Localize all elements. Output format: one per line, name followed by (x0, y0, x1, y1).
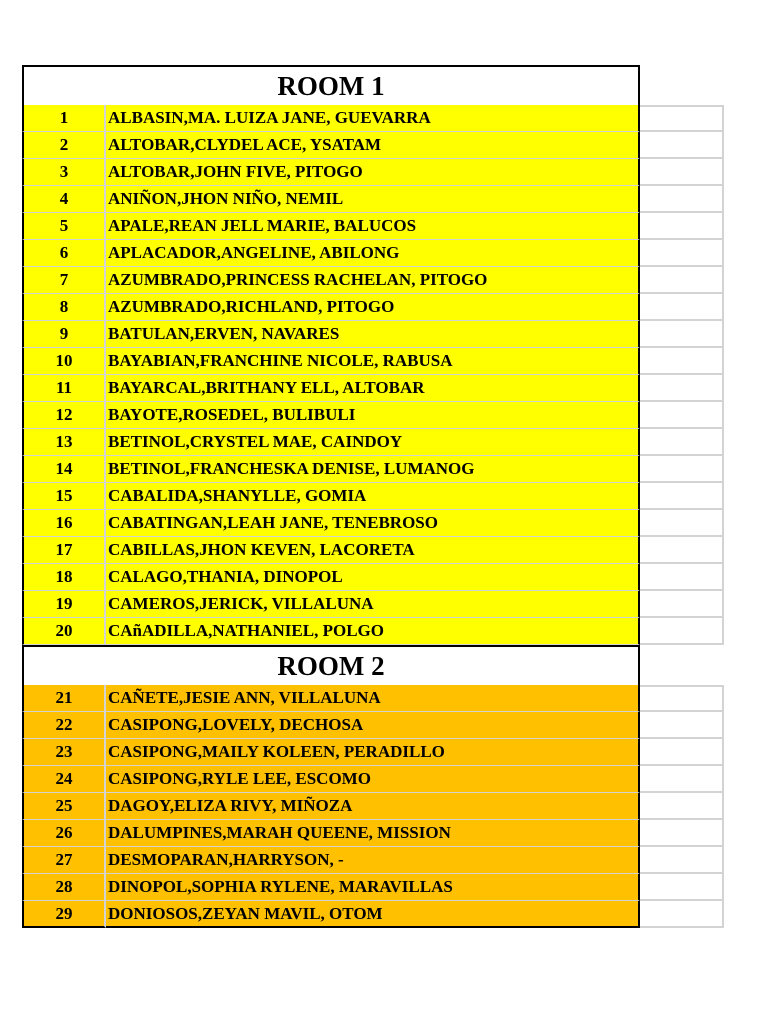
student-name[interactable]: APLACADOR,ANGELINE, ABILONG (106, 240, 640, 267)
row-number[interactable]: 19 (22, 591, 106, 618)
student-name[interactable]: AZUMBRADO,PRINCESS RACHELAN, PITOGO (106, 267, 640, 294)
empty-cell[interactable] (640, 186, 724, 213)
row-number[interactable]: 4 (22, 186, 106, 213)
row-number[interactable]: 17 (22, 537, 106, 564)
table-row (22, 294, 726, 321)
empty-cell[interactable] (640, 105, 724, 132)
student-name[interactable]: CABALIDA,SHANYLLE, GOMIA (106, 483, 640, 510)
row-number[interactable]: 27 (22, 847, 106, 874)
empty-cell[interactable] (640, 213, 724, 240)
student-name[interactable]: APALE,REAN JELL MARIE, BALUCOS (106, 213, 640, 240)
student-name[interactable]: BAYOTE,ROSEDEL, BULIBULI (106, 402, 640, 429)
student-name[interactable]: BAYABIAN,FRANCHINE NICOLE, RABUSA (106, 348, 640, 375)
empty-header-cell (640, 65, 726, 105)
empty-cell[interactable] (640, 348, 724, 375)
table-row (22, 793, 726, 820)
table-row (22, 105, 726, 132)
student-name[interactable]: BETINOL,CRYSTEL MAE, CAINDOY (106, 429, 640, 456)
student-name[interactable]: CAMEROS,JERICK, VILLALUNA (106, 591, 640, 618)
room-2-title[interactable]: ROOM 2 (22, 645, 640, 685)
room-1-table (22, 105, 726, 645)
empty-cell[interactable] (640, 483, 724, 510)
student-name[interactable]: AZUMBRADO,RICHLAND, PITOGO (106, 294, 640, 321)
student-name[interactable]: ANIÑON,JHON NIÑO, NEMIL (106, 186, 640, 213)
empty-header-cell (640, 645, 726, 685)
row-number[interactable]: 6 (22, 240, 106, 267)
table-row (22, 429, 726, 456)
student-name[interactable]: DONIOSOS,ZEYAN MAVIL, OTOM (106, 901, 640, 928)
row-number[interactable]: 20 (22, 618, 106, 645)
table-row (22, 874, 726, 901)
student-name[interactable]: CABATINGAN,LEAH JANE, TENEBROSO (106, 510, 640, 537)
room-1-title[interactable]: ROOM 1 (22, 65, 640, 105)
table-row (22, 739, 726, 766)
row-number[interactable]: 29 (22, 901, 106, 928)
empty-cell[interactable] (640, 267, 724, 294)
table-row (22, 240, 726, 267)
row-number[interactable]: 12 (22, 402, 106, 429)
row-number[interactable]: 24 (22, 766, 106, 793)
row-number[interactable]: 13 (22, 429, 106, 456)
student-name[interactable]: DALUMPINES,MARAH QUEENE, MISSION (106, 820, 640, 847)
table-row (22, 685, 726, 712)
room-2-header (22, 645, 726, 685)
student-name[interactable]: CABILLAS,JHON KEVEN, LACORETA (106, 537, 640, 564)
empty-cell[interactable] (640, 537, 724, 564)
student-name[interactable]: CAÑETE,JESIE ANN, VILLALUNA (106, 685, 640, 712)
table-row (22, 901, 726, 928)
empty-cell[interactable] (640, 456, 724, 483)
row-number[interactable]: 26 (22, 820, 106, 847)
table-row (22, 375, 726, 402)
student-name[interactable]: BETINOL,FRANCHESKA DENISE, LUMANOG (106, 456, 640, 483)
table-row (22, 132, 726, 159)
table-row (22, 564, 726, 591)
empty-cell[interactable] (640, 294, 724, 321)
row-number[interactable]: 18 (22, 564, 106, 591)
empty-cell[interactable] (640, 901, 724, 928)
student-name[interactable]: BATULAN,ERVEN, NAVARES (106, 321, 640, 348)
row-number[interactable]: 8 (22, 294, 106, 321)
row-number[interactable]: 9 (22, 321, 106, 348)
empty-cell[interactable] (640, 712, 724, 739)
row-number[interactable]: 22 (22, 712, 106, 739)
table-row (22, 456, 726, 483)
table-row (22, 402, 726, 429)
table-row (22, 159, 726, 186)
empty-cell[interactable] (640, 685, 724, 712)
empty-cell[interactable] (640, 402, 724, 429)
row-number[interactable]: 1 (22, 105, 106, 132)
empty-cell[interactable] (640, 321, 724, 348)
table-row (22, 213, 726, 240)
empty-cell[interactable] (640, 429, 724, 456)
room-2-table (22, 685, 726, 928)
student-name[interactable]: CASIPONG,LOVELY, DECHOSA (106, 712, 640, 739)
table-row (22, 267, 726, 294)
row-number[interactable]: 23 (22, 739, 106, 766)
room-1-header (22, 65, 726, 105)
empty-cell[interactable] (640, 847, 724, 874)
student-name[interactable]: ALTOBAR,CLYDEL ACE, YSATAM (106, 132, 640, 159)
empty-cell[interactable] (640, 375, 724, 402)
empty-cell[interactable] (640, 159, 724, 186)
table-row (22, 348, 726, 375)
empty-cell[interactable] (640, 793, 724, 820)
row-number[interactable]: 21 (22, 685, 106, 712)
empty-cell[interactable] (640, 739, 724, 766)
table-row (22, 510, 726, 537)
row-number[interactable]: 10 (22, 348, 106, 375)
empty-cell[interactable] (640, 591, 724, 618)
row-number[interactable]: 7 (22, 267, 106, 294)
row-number[interactable]: 28 (22, 874, 106, 901)
table-row (22, 712, 726, 739)
empty-cell[interactable] (640, 618, 724, 645)
table-row (22, 186, 726, 213)
empty-cell[interactable] (640, 820, 724, 847)
row-number[interactable]: 25 (22, 793, 106, 820)
empty-cell[interactable] (640, 564, 724, 591)
empty-cell[interactable] (640, 132, 724, 159)
table-row (22, 537, 726, 564)
table-row (22, 766, 726, 793)
student-name[interactable]: BAYARCAL,BRITHANY ELL, ALTOBAR (106, 375, 640, 402)
row-number[interactable]: 2 (22, 132, 106, 159)
student-name[interactable]: ALTOBAR,JOHN FIVE, PITOGO (106, 159, 640, 186)
row-number[interactable]: 15 (22, 483, 106, 510)
student-name[interactable]: DINOPOL,SOPHIA RYLENE, MARAVILLAS (106, 874, 640, 901)
table-row (22, 591, 726, 618)
student-name[interactable]: CASIPONG,MAILY KOLEEN, PERADILLO (106, 739, 640, 766)
student-name[interactable]: CAñADILLA,NATHANIEL, POLGO (106, 618, 640, 645)
table-row (22, 618, 726, 645)
table-row (22, 847, 726, 874)
empty-cell[interactable] (640, 240, 724, 267)
student-name[interactable]: DESMOPARAN,HARRYSON, - (106, 847, 640, 874)
student-name[interactable]: CALAGO,THANIA, DINOPOL (106, 564, 640, 591)
row-number[interactable]: 3 (22, 159, 106, 186)
row-number[interactable]: 14 (22, 456, 106, 483)
row-number[interactable]: 11 (22, 375, 106, 402)
table-row (22, 321, 726, 348)
empty-cell[interactable] (640, 874, 724, 901)
row-number[interactable]: 16 (22, 510, 106, 537)
room-list-sheet (22, 65, 726, 928)
row-number[interactable]: 5 (22, 213, 106, 240)
empty-cell[interactable] (640, 766, 724, 793)
empty-cell[interactable] (640, 510, 724, 537)
student-name[interactable]: ALBASIN,MA. LUIZA JANE, GUEVARRA (106, 105, 640, 132)
table-row (22, 483, 726, 510)
table-row (22, 820, 726, 847)
student-name[interactable]: CASIPONG,RYLE LEE, ESCOMO (106, 766, 640, 793)
student-name[interactable]: DAGOY,ELIZA RIVY, MIÑOZA (106, 793, 640, 820)
